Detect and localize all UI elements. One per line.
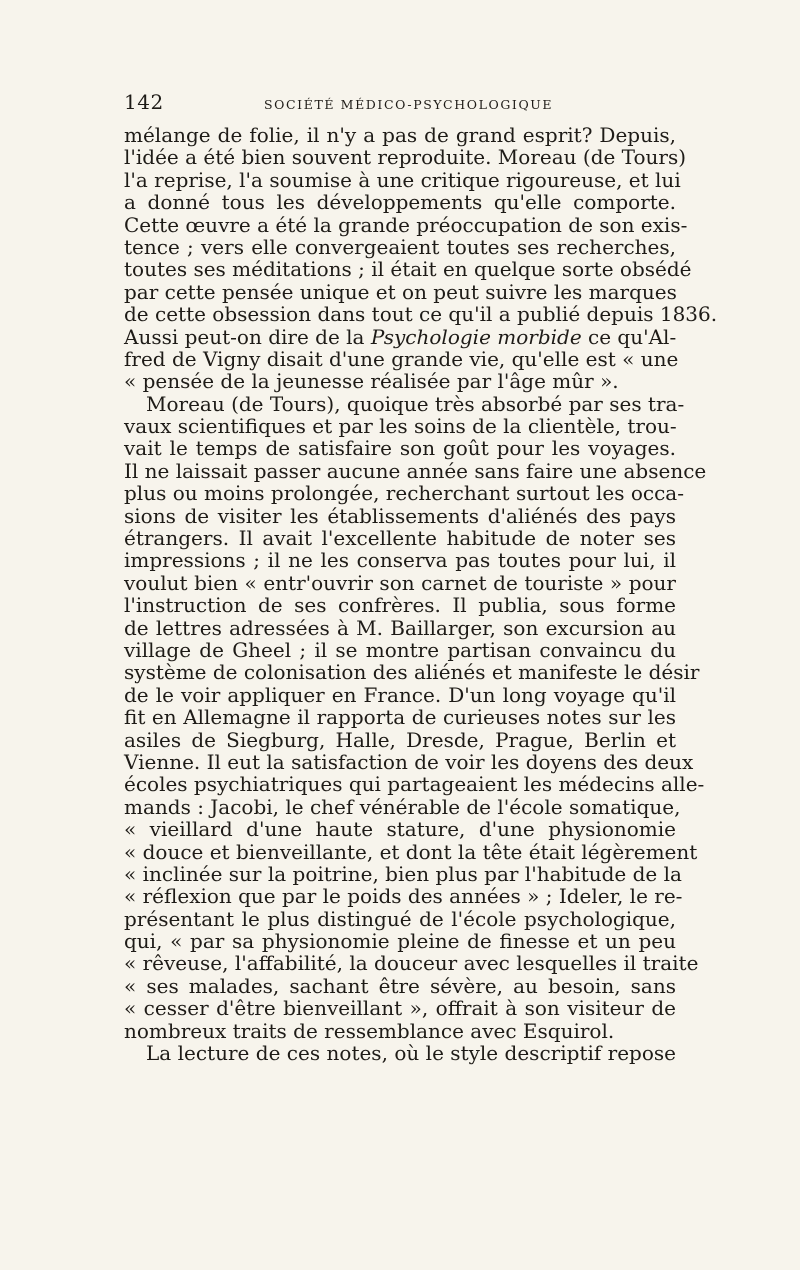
text-line: mands : Jacobi, le chef vénérable de l'école somatique, [124, 794, 681, 819]
text-line: nombreux traits de ressemblance avec Esquirol. [124, 1018, 615, 1043]
page-header [124, 90, 676, 120]
text-line: sions de visiter les établissements d'aliénés des pays [124, 503, 676, 528]
text-line: voulut bien « entr'ouvrir son carnet de touriste » pour [124, 570, 676, 595]
text-line: « vieillard d'une haute stature, d'une physionomie [124, 817, 676, 842]
text-line: « douce et bienveillante, et dont la tête était légèrement [124, 839, 698, 864]
body-text [124, 123, 718, 1066]
text-line: toutes ses méditations ; il était en quelque sorte obsédé [124, 257, 692, 282]
text-line: Il ne laissait passer aucune année sans faire une absence [124, 458, 707, 483]
paragraph-start-line: Moreau (de Tours), quoique très absorbé par ses tra- [146, 391, 685, 416]
text-line: l'instruction de ses confrères. Il publia, sous forme [124, 593, 676, 618]
document-page [124, 90, 718, 1066]
text-line: de cette obsession dans tout ce qu'il a publié depuis 1836. [124, 302, 718, 327]
text-line: « réflexion que par le poids des années » ; Ideler, le re- [124, 884, 683, 909]
running-head: SOCIÉTÉ MÉDICO-PSYCHOLOGIQUE [264, 97, 554, 112]
text-line: impressions ; il ne les conserva pas toutes pour lui, il [124, 548, 676, 573]
italic-book-title: Psychologie morbide [370, 324, 582, 349]
text-line: vaux scientifiques et par les soins de la clientèle, trou- [124, 414, 677, 439]
text-line: qui, « par sa physionomie pleine de finesse et un peu [124, 929, 676, 954]
text-line: fred de Vigny disait d'une grande vie, qu'elle est « une [124, 346, 679, 371]
text-line: présentant le plus distingué de l'école psychologique, [124, 906, 676, 931]
text-line: « cesser d'être bienveillant », offrait à son visiteur de [124, 996, 676, 1021]
text-line: de lettres adressées à M. Baillarger, son excursion au [124, 615, 676, 640]
text-line: l'a reprise, l'a soumise à une critique rigoureuse, et lui [124, 167, 681, 192]
text-line: « ses malades, sachant être sévère, au besoin, sans [124, 973, 676, 998]
text-line: par cette pensée unique et on peut suivre les marques [124, 279, 677, 304]
text-line: village de Gheel ; il se montre partisan convaincu du [124, 637, 676, 662]
text-segment: ce qu'Al- [588, 324, 677, 349]
text-line: « inclinée sur la poitrine, bien plus par l'habitude de la [124, 861, 682, 886]
text-line: de le voir appliquer en France. D'un long voyage qu'il [124, 682, 676, 707]
text-line: fit en Allemagne il rapporta de curieuses notes sur les [124, 705, 676, 730]
paragraph-start-line: La lecture de ces notes, où le style descriptif repose [146, 1041, 676, 1066]
text-line: « rêveuse, l'affabilité, la douceur avec lesquelles il traite [124, 951, 699, 976]
text-line: écoles psychiatriques qui partageaient les médecins alle- [124, 772, 705, 797]
text-line-with-title [124, 326, 676, 348]
text-line: étrangers. Il avait l'excellente habitude de noter ses [124, 526, 676, 551]
text-line: plus ou moins prolongée, recherchant surtout les occa- [124, 481, 684, 506]
text-line: Vienne. Il eut la satisfaction de voir les doyens des deux [124, 749, 694, 774]
text-line: asiles de Siegburg, Halle, Dresde, Prague, Berlin et [124, 727, 676, 752]
text-line: Cette œuvre a été la grande préoccupation de son exis- [124, 212, 688, 237]
text-line: système de colonisation des aliénés et manifeste le désir [124, 660, 700, 685]
text-line: « pensée de la jeunesse réalisée par l'âge mûr ». [124, 369, 619, 394]
text-line: tence ; vers elle convergeaient toutes ses recherches, [124, 234, 676, 259]
text-line: l'idée a été bien souvent reproduite. Moreau (de Tours) [124, 145, 687, 170]
text-line: vait le temps de satisfaire son goût pour les voyages. [124, 436, 676, 461]
text-line: a donné tous les développements qu'elle comporte. [124, 190, 676, 215]
text-segment: Aussi peut-on dire de la [124, 324, 365, 349]
text-line: mélange de folie, il n'y a pas de grand esprit? Depuis, [124, 123, 676, 147]
page-number: 142 [124, 90, 164, 114]
